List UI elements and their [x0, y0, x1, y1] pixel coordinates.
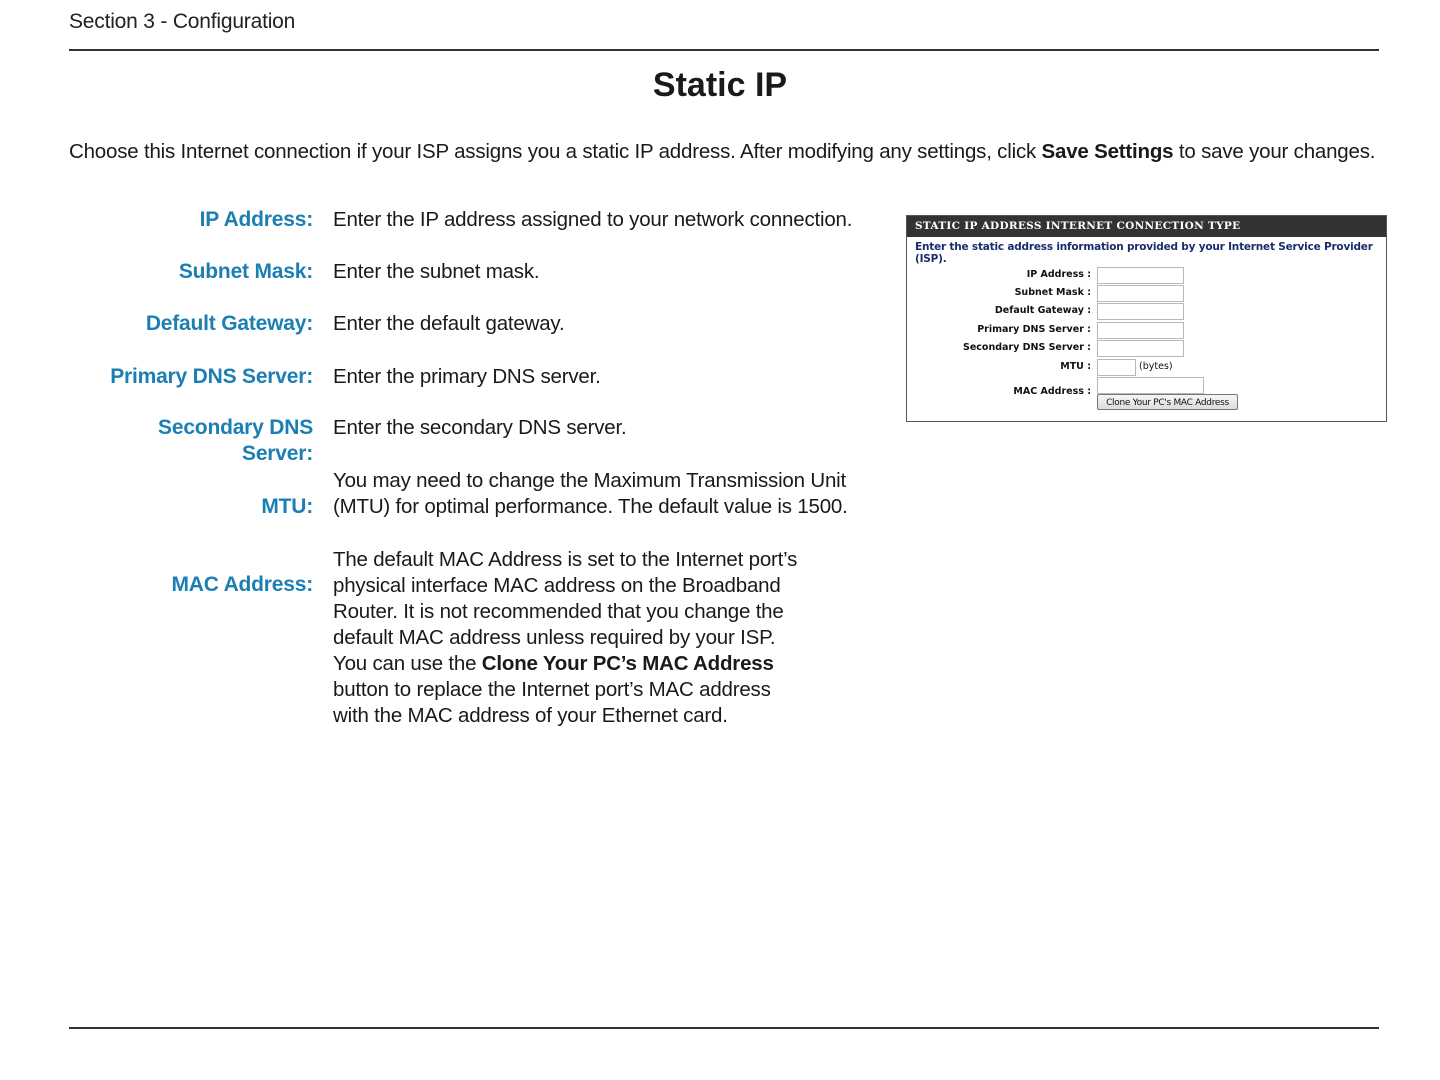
mac-address-row — [907, 377, 1386, 395]
desc-mac-address — [333, 547, 797, 729]
desc-default-gateway: Enter the default gateway. — [333, 312, 565, 335]
desc-mac-pre: You can use the — [333, 652, 482, 675]
static-ip-settings-panel — [906, 215, 1387, 422]
desc-mac-line: physical interface MAC address on the Broadband — [333, 574, 781, 597]
term-primary-dns: Primary DNS Server: — [110, 365, 313, 388]
intro-text: Choose this Internet connection if your ISP assigns you a static IP address. After modifying any settings, click — [69, 140, 1042, 163]
desc-mac-line: The default MAC Address is set to the Internet port’s — [333, 548, 798, 571]
mac-address-label: MAC Address : — [1013, 386, 1091, 397]
footer-divider — [69, 1027, 1379, 1029]
desc-mac-line: default MAC address unless required by your ISP. — [333, 626, 776, 649]
mtu-unit: (bytes) — [1139, 361, 1173, 372]
clone-mac-button[interactable]: Clone Your PC's MAC Address — [1097, 394, 1238, 410]
default-gateway-row — [907, 303, 1386, 321]
desc-mac-bold: Clone Your PC’s MAC Address — [481, 652, 774, 675]
panel-subtitle: Enter the static address information provided by your Internet Service Provider (ISP). — [915, 241, 1373, 265]
desc-mtu-line2: (MTU) for optimal performance. The default value is 1500. — [333, 495, 848, 518]
term-secondary-dns-line2: Server: — [242, 442, 313, 465]
desc-secondary-dns: Enter the secondary DNS server. — [333, 416, 627, 439]
panel-heading: STATIC IP ADDRESS INTERNET CONNECTION TYPE — [907, 216, 1386, 237]
term-mac-address: MAC Address: — [171, 573, 313, 596]
term-default-gateway: Default Gateway: — [145, 312, 313, 335]
header-divider — [69, 49, 1379, 51]
subnet-mask-input[interactable] — [1097, 285, 1184, 302]
desc-mac-line: Router. It is not recommended that you change the — [333, 600, 784, 623]
section-header: Section 3 - Configuration — [69, 10, 296, 33]
ip-address-label: IP Address : — [1026, 269, 1091, 280]
desc-mac-line: button to replace the Internet port’s MAC address — [333, 678, 771, 701]
subnet-mask-label: Subnet Mask : — [1014, 287, 1091, 298]
primary-dns-row — [907, 322, 1386, 340]
intro-text-end: to save your changes. — [1173, 140, 1376, 163]
desc-mtu-line1: You may need to change the Maximum Transmission Unit — [333, 469, 846, 492]
desc-mac-line — [333, 651, 797, 677]
desc-primary-dns: Enter the primary DNS server. — [333, 365, 601, 388]
primary-dns-input[interactable] — [1097, 322, 1184, 339]
subnet-mask-row — [907, 285, 1386, 303]
term-mtu: MTU: — [261, 495, 313, 518]
intro-bold: Save Settings — [1041, 140, 1174, 163]
secondary-dns-input[interactable] — [1097, 340, 1184, 357]
desc-mac-line: with the MAC address of your Ethernet card. — [333, 704, 728, 727]
mtu-row — [907, 359, 1386, 377]
ip-address-row — [907, 267, 1386, 285]
mtu-label: MTU : — [1060, 361, 1091, 372]
desc-subnet-mask: Enter the subnet mask. — [333, 260, 540, 283]
mtu-input[interactable] — [1097, 359, 1136, 376]
secondary-dns-row — [907, 340, 1386, 358]
term-secondary-dns-line1: Secondary DNS — [158, 416, 313, 439]
term-subnet-mask: Subnet Mask: — [178, 260, 313, 283]
mac-address-input[interactable] — [1097, 377, 1204, 394]
default-gateway-input[interactable] — [1097, 303, 1184, 320]
page-title: Static IP — [652, 66, 788, 104]
term-secondary-dns — [158, 415, 313, 467]
desc-mtu — [333, 468, 848, 520]
secondary-dns-label: Secondary DNS Server : — [963, 342, 1091, 353]
term-ip-address: IP Address: — [199, 208, 313, 231]
default-gateway-label: Default Gateway : — [994, 305, 1091, 316]
primary-dns-label: Primary DNS Server : — [977, 324, 1091, 335]
intro-paragraph — [69, 138, 1384, 165]
desc-ip-address: Enter the IP address assigned to your network connection. — [333, 208, 853, 231]
ip-address-input[interactable] — [1097, 267, 1184, 284]
